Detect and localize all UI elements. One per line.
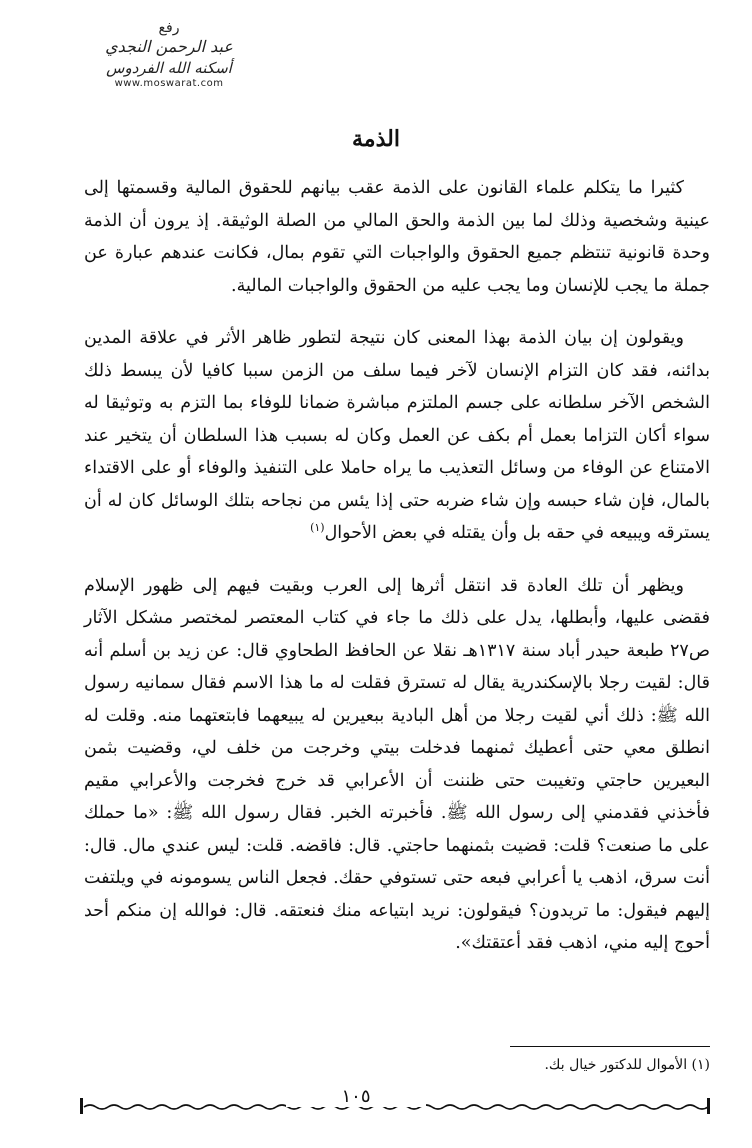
paragraph-3 (84, 570, 710, 960)
body-text (84, 172, 710, 980)
footnote-reference[interactable]: (١) (310, 521, 325, 535)
paragraph-1 (84, 172, 710, 302)
stamp-signature (84, 20, 254, 112)
stamp-line-3: أسكنه الله الفردوس (106, 59, 232, 77)
paragraph-2-text: ويقولون إن بيان الذمة بهذا المعنى كان نتيجة لتطور ظاهر الأثر في علاقة المدين بدائنه، فقد كان التزام الإنسان لآخر فيما سلف من الزمن سببا كافيا لأن يبسط ذلك الشخص الآخر سلطانه على جسم الملتزم مباشرة ضمانا للوفاء بما التزم به وتوثيقا له سواء أكان التزاما بعمل أم بكف عن العمل وكان له بسبب هذا السلطان أن يتخير عند الامتناع عن الوفاء من وسائل التعذيب ما يراه حاملا على التنفيذ والوفاء أو على الاقتداء بالمال، فإن شاء حبسه وإن شاء ضربه حتى إذا يئس من نجاحه بتلك الوسائل كان له أن يسترقه ويبيعه في حقه بل وأن يقتله في بعض الأحوال (84, 328, 710, 543)
footnote-divider (510, 1046, 710, 1047)
page-number: ١٠٥ (286, 1086, 426, 1107)
footnote: (١) الأموال للدكتور خيال بك. (544, 1057, 710, 1073)
page-title: الذمة (352, 126, 400, 152)
stamp-website: www.moswarat.com (114, 78, 224, 89)
stamp-line-2: عبد الرحمن النجدي (105, 37, 233, 56)
paragraph-3-text: ويظهر أن تلك العادة قد انتقل أثرها إلى العرب وبقيت فيهم إلى ظهور الإسلام فقضى عليها، وأبطلها، يدل على ذلك ما جاء في كتاب المعتصر لمختصر مشكل الآثار ص٢٧ طبعة حيدر أباد سنة ١٣١٧هـ نقلا عن الحافظ الطحاوي قال: عن زيد بن أسلم أنه قال: لقيت رجلا بالإسكندرية يقال له تسترق فقلت له ما هذا الاسم فقال سمانيه رسول الله ﷺ: ذلك أني لقيت رجلا من أهل البادية ببعيرين له يبيعهما فابتعتهما منه. وقلت له انطلق معي حتى أعطيك ثمنهما فدخلت بيتي وخرجت من خلف لي، وقضيت بثمن البعيرين حاجتي وتغيبت حتى ظننت أن الأعرابي قد خرج فخرجت والأعرابي مقيم فأخذني فقدمني إلى رسول الله ﷺ. فأخبرته الخبر. فقال رسول الله ﷺ: «ما حملك على ما صنعت؟ قلت: قضيت بثمنهما حاجتي. قال: فاقضه. قلت: ليس عندي مال. قال: أنت سرق، اذهب يا أعرابي فبعه حتى تستوفي حقك. فجعل الناس يسومونه في ويلتفت إليهم فيقول: ما تريدون؟ فيقولون: نريد ابتياعه منك فنعتقه. قال: فوالله إن منكم أحد أحوج إليه مني، اذهب فقد أعتقتك». (84, 575, 710, 953)
paragraph-1-text: كثيرا ما يتكلم علماء القانون على الذمة عقب بيانهم للحقوق المالية وقسمتها إلى عينية وشخصية وذلك لما بين الذمة والحق المالي من الصلة الوثيقة. إذ يرون أن الذمة وحدة قانونية تنتظم جميع الحقوق والواجبات التي تقوم بمال، فكانت عندهم عبارة عن جملة ما يجب للإنسان وما يجب عليه من الحقوق والواجبات المالية. (84, 178, 710, 296)
stamp-line-1: رفع (158, 20, 180, 36)
paragraph-2 (84, 322, 710, 550)
